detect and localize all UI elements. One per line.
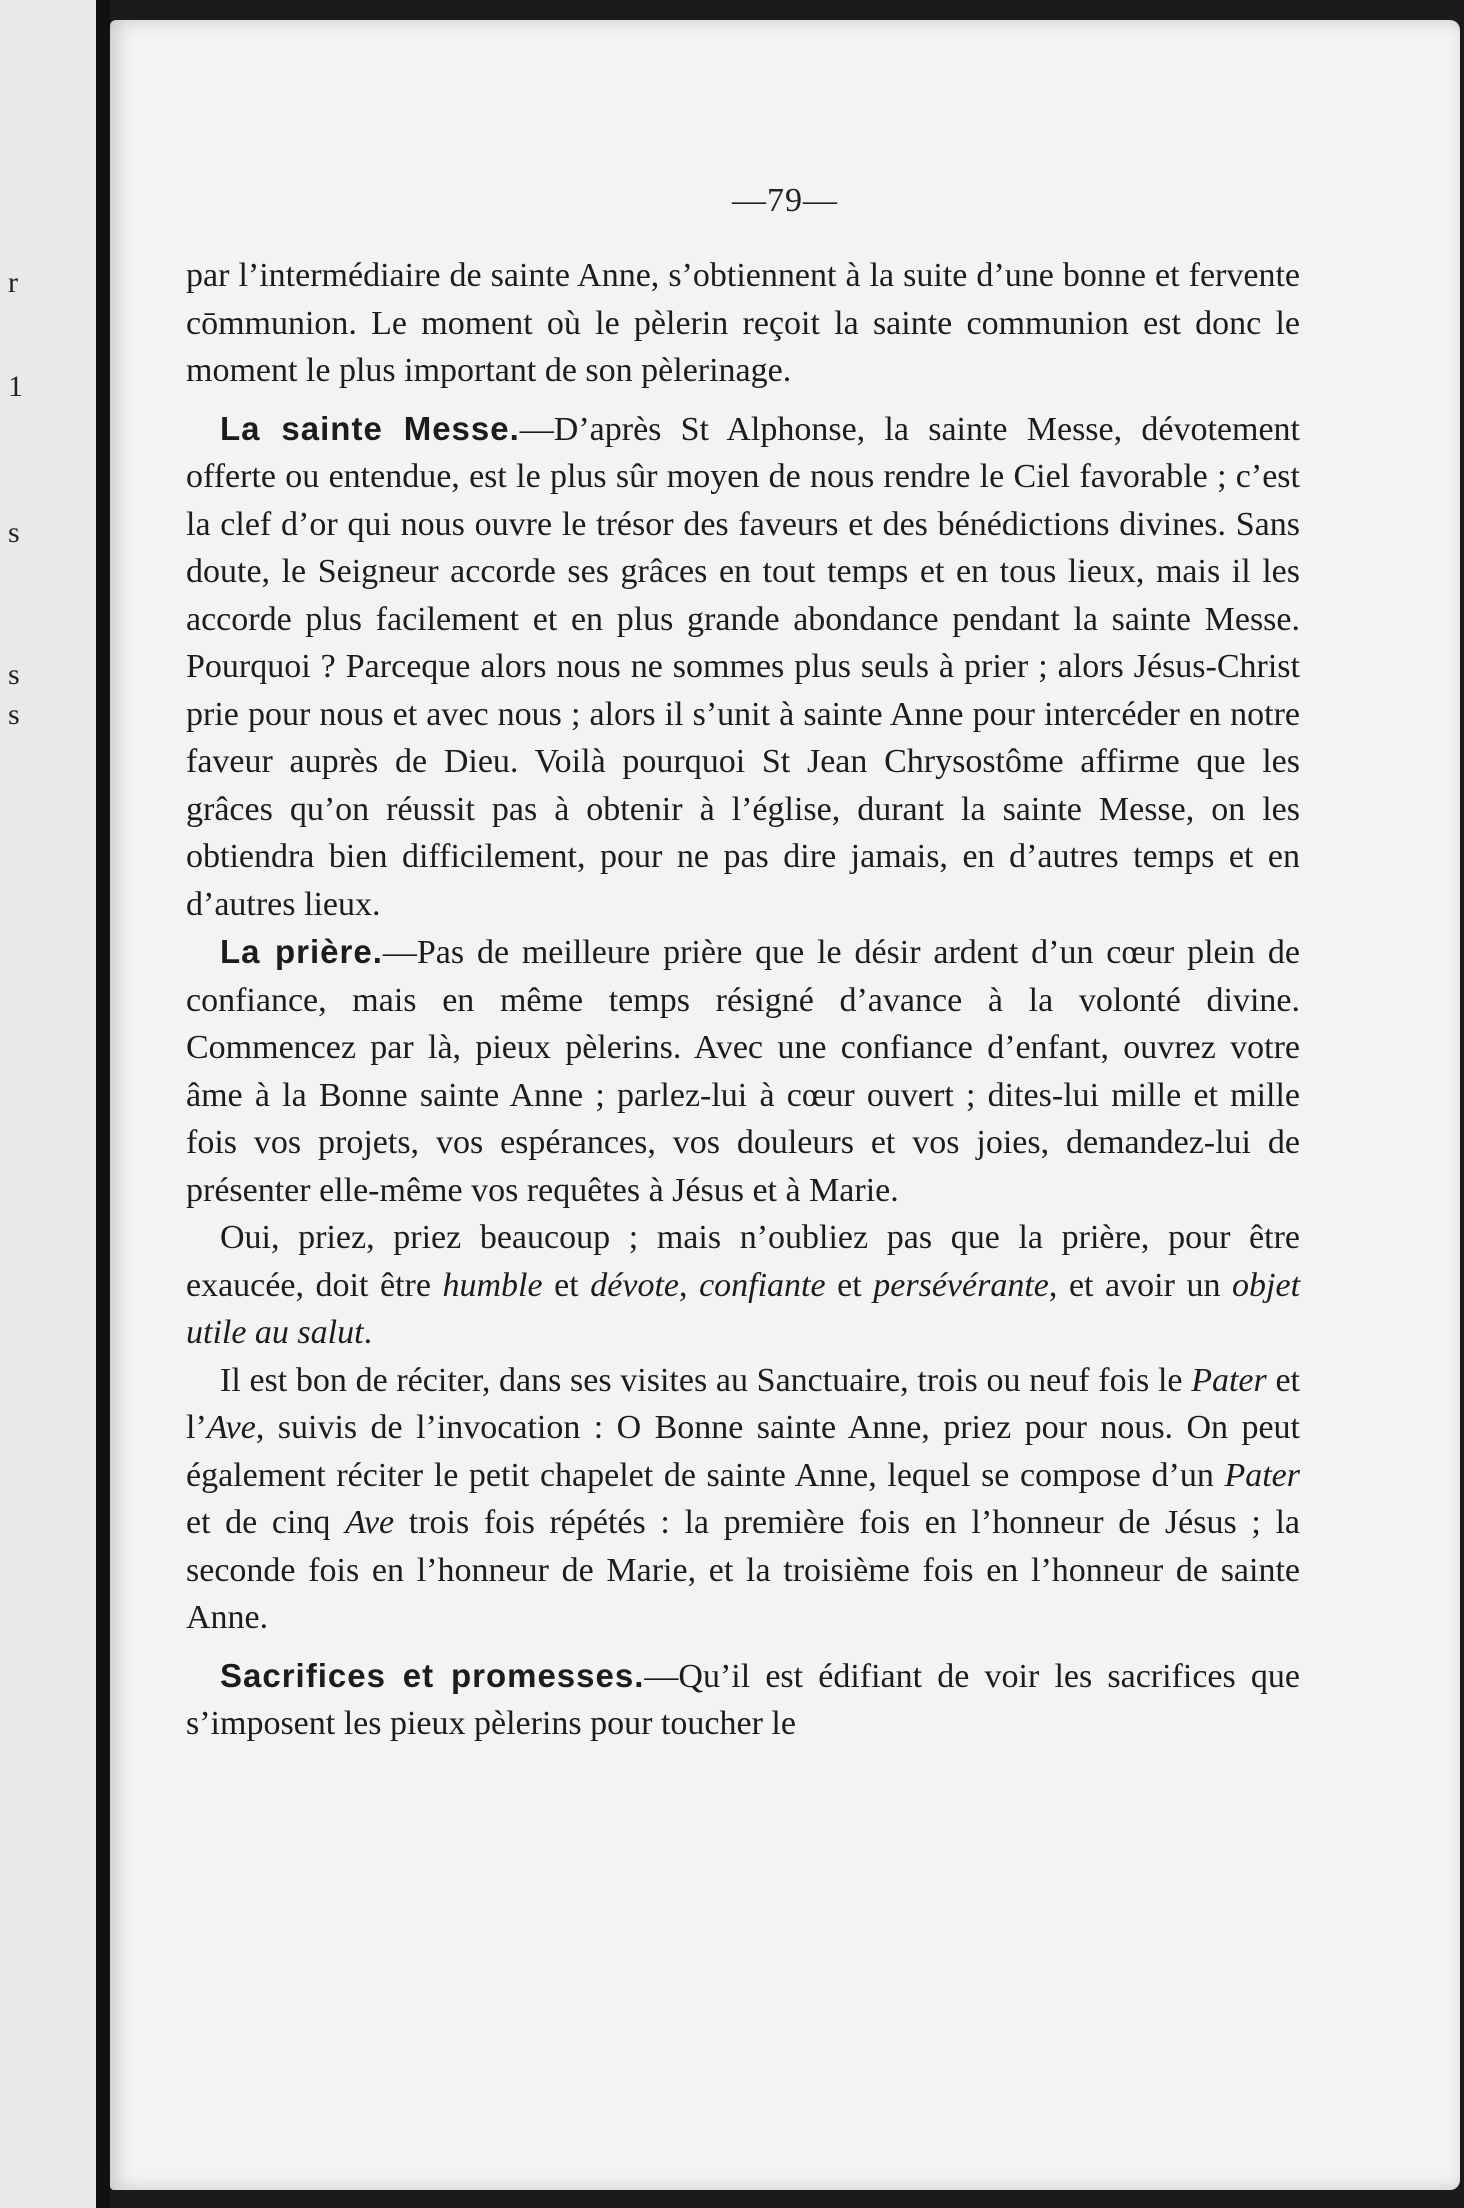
page-body: [186, 252, 1300, 1748]
book-gutter: [96, 0, 110, 2208]
text-run: et: [542, 1266, 591, 1304]
italic-run: Ave: [206, 1409, 256, 1446]
left-fragment: 1: [8, 370, 23, 403]
italic-run: objet utile au salut: [186, 1266, 1301, 1351]
italic-run: humble: [442, 1266, 543, 1304]
paragraph-text: —Qu’il est édifiant de voir les sacrifices que s’imposent les pieux pèlerins pour toucher le: [186, 1657, 1300, 1742]
paragraph-priere: [186, 928, 1300, 1214]
text-run: et: [825, 1266, 874, 1304]
italic-run: persévérante: [873, 1266, 1049, 1304]
paragraph-communion: [186, 252, 1300, 395]
left-fragment: s: [8, 698, 20, 731]
text-run: ,: [678, 1266, 700, 1304]
text-run: , suivis de l’invocation : O Bonne sainte Anne, priez pour nous. On peut également réciter le petit chapelet de sainte Anne, lequel se compose d’un: [186, 1409, 1300, 1494]
section-heading: Sacrifices et promesses.: [220, 1656, 645, 1694]
left-page-edge: [0, 0, 96, 2208]
left-fragment: s: [8, 516, 20, 549]
text-run: Il est bon de réciter, dans ses visites au Sanctuaire, trois ou neuf fois le: [220, 1361, 1192, 1399]
paragraph-text: par l’intermédiaire de sainte Anne, s’obtiennent à la suite d’une bonne et fervente cōmmunion. Le moment où le pèlerin reçoit la sainte communion est donc le moment le plus important de son pèlerinage.: [186, 257, 1300, 389]
text-run: , et avoir un: [1048, 1266, 1233, 1304]
text-run: et de cinq: [186, 1504, 346, 1541]
paragraph-sacrifices: [186, 1652, 1300, 1748]
paragraph-text: —D’après St Alphonse, la sainte Messe, dévotement offerte ou entendue, est le plus sûr moyen de nous rendre le Ciel favorable ; c’est la clef d’or qui nous ouvre le trésor des faveurs et des bénédictions divines. Sans doute, le Seigneur accorde ses grâces en tout temps et en tous lieux, mais il les accorde plus facilement et en plus grande abondance pendant la sainte Messe. Pourquoi ? Parceque alors nous ne sommes plus seuls à prier ; alors Jésus-Christ prie pour nous et avec nous ; alors il s’unit à sainte Anne pour intercéder en notre faveur auprès de Dieu. Voilà pourquoi St Jean Chrysostôme affirme que les grâces qu’on réussit pas à obtenir à l’église, durant la sainte Messe, on les obtiendra bien difficilement, pour ne pas dire jamais, en d’autres temps et en d’autres lieux.: [186, 410, 1300, 923]
italic-run: Ave: [345, 1504, 395, 1541]
left-fragment: s: [8, 658, 20, 691]
text-run: .: [363, 1314, 373, 1351]
paragraph-oui-priez: [186, 1214, 1300, 1357]
section-heading: La prière.: [220, 933, 383, 970]
text-run: Oui, priez, priez beaucoup ; mais n’oubliez pas que la prière, pour être exaucée, doit être: [186, 1219, 1300, 1304]
italic-run: Pater: [1191, 1361, 1267, 1399]
page-number: —79—: [732, 182, 838, 219]
italic-run: confiante: [699, 1266, 826, 1304]
section-heading: La sainte Messe.: [220, 409, 520, 447]
paragraph-messe: [186, 405, 1300, 929]
text-run: et l’: [186, 1361, 1300, 1446]
left-fragment: r: [8, 266, 18, 299]
paragraph-text: —Pas de meilleure prière que le désir ardent d’un cœur plein de confiance, mais en même temps résigné d’avance à la volonté divine. Commencez par là, pieux pèlerins. Avec une confiance d’enfant, ouvrez votre âme à la Bonne sainte Anne ; parlez-lui à cœur ouvert ; dites-lui mille et mille fois vos projets, vos espérances, vos douleurs et vos joies, demandez-lui de présenter elle-même vos requêtes à Jésus et à Marie.: [186, 934, 1300, 1209]
italic-run: dévote: [590, 1266, 679, 1304]
paragraph-reciter: [186, 1357, 1300, 1642]
book-page: [110, 20, 1460, 2190]
text-run: trois fois répétés : la première fois en l’honneur de Jésus ; la seconde fois en l’honneur de Marie, et la troisième fois en l’honneur de sainte Anne.: [186, 1504, 1300, 1636]
italic-run: Pater: [1224, 1456, 1300, 1494]
